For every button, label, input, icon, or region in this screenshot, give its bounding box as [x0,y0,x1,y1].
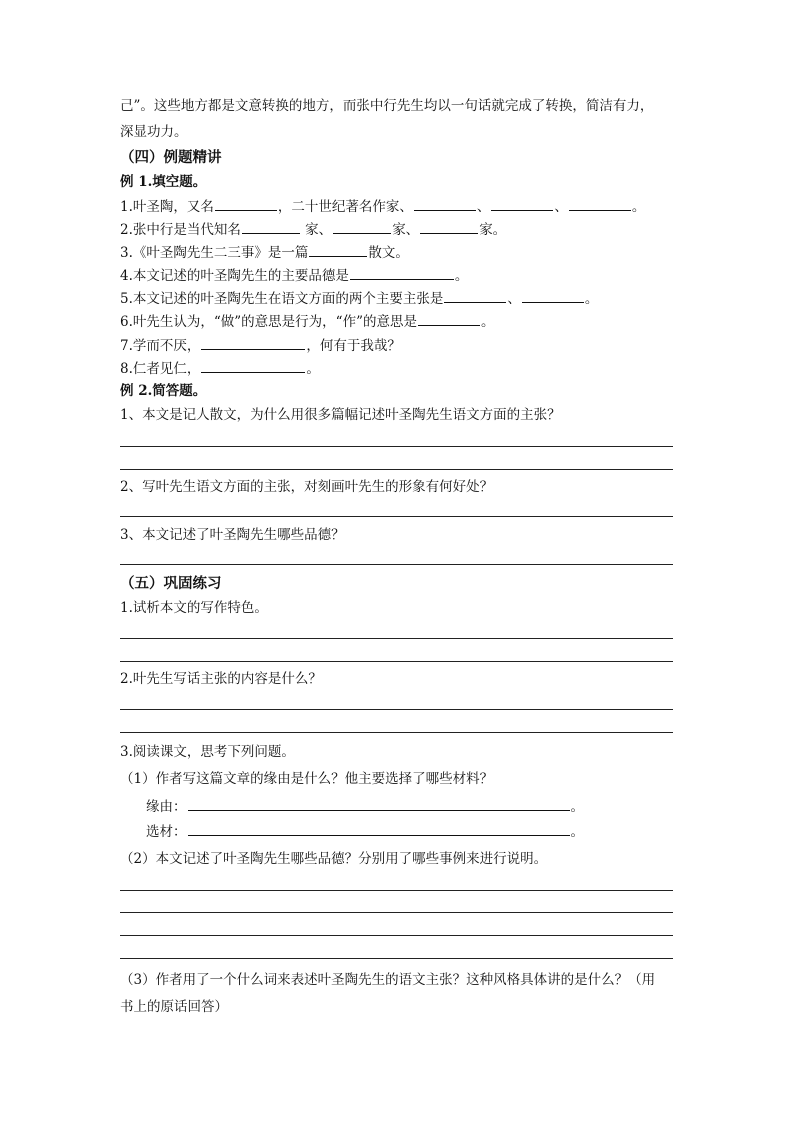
section-5-title: （五）巩固练习 [120,575,222,592]
example-2-title: 例 2.简答题。 [120,383,207,399]
short-question-3: 3、本文记述了叶圣陶先生哪些品德？ [120,527,345,543]
practice-question-3-1: （1）作者写这篇文章的缘由是什么？他主要选择了哪些材料？ [120,771,494,787]
blank-2c[interactable] [420,219,478,234]
fill-question-2: 2.张中行是当代知名 家、 家、 家。 [120,219,506,240]
intro-line-2: 深显功力。 [120,124,188,140]
blank-3[interactable] [309,242,367,257]
answer-line[interactable] [120,890,673,891]
blank-2a[interactable] [242,219,300,234]
practice-question-3-3-line-2: 书上的原话回答） [120,999,228,1015]
fill-question-3: 3.《叶圣陶先生二三事》是一篇 散文。 [120,242,409,263]
answer-line[interactable] [120,638,673,639]
material-answer-row: 选材： 。 [146,821,584,842]
practice-question-3-3-line-1: （3）作者用了一个什么词来表述叶圣陶先生的语文主张？这种风格具体讲的是什么？（用 [120,972,656,988]
answer-line[interactable] [120,469,673,470]
answer-line[interactable] [120,912,673,913]
fill-question-8: 8.仁者见仁， 。 [120,358,320,379]
blank-1a[interactable] [215,196,277,211]
answer-line[interactable] [120,446,673,447]
blank-7[interactable] [201,335,305,350]
answer-line[interactable] [120,709,673,710]
blank-5a[interactable] [444,288,506,303]
blank-1d[interactable] [569,196,631,211]
intro-line-1: 己”。这些地方都是文意转换的地方，而张中行先生均以一句话就完成了转换，简洁有力， [120,98,654,114]
reason-blank[interactable] [188,796,570,811]
blank-4[interactable] [350,265,454,280]
answer-line[interactable] [120,935,673,936]
blank-1b[interactable] [414,196,476,211]
section-4-title: （四）例题精讲 [120,149,222,166]
answer-line[interactable] [120,958,673,959]
fill-question-6: 6.叶先生认为，“做”的意思是行为，“作”的意思是 。 [120,311,495,332]
answer-line[interactable] [120,564,673,565]
blank-8[interactable] [201,358,305,373]
blank-1c[interactable] [491,196,553,211]
blank-6[interactable] [418,311,480,326]
practice-question-1: 1.试析本文的写作特色。 [120,600,268,616]
material-blank[interactable] [188,821,570,836]
answer-line[interactable] [120,732,673,733]
fill-question-1: 1.叶圣陶，又名 ，二十世纪著名作家、 、 、 。 [120,196,645,217]
blank-2b[interactable] [333,219,391,234]
reason-answer-row: 缘由： 。 [146,796,584,817]
short-question-2: 2、写叶先生语文方面的主张，对刻画叶先生的形象有何好处？ [120,479,494,495]
practice-question-3-2: （2）本文记述了叶圣陶先生哪些品德？分别用了哪些事例来进行说明。 [120,851,548,867]
fill-question-4: 4.本文记述的叶圣陶先生的主要品德是 。 [120,265,468,286]
example-1-title: 例 1.填空题。 [120,174,207,190]
practice-question-3: 3.阅读课文，思考下列问题。 [120,744,295,760]
blank-5b[interactable] [522,288,584,303]
answer-line[interactable] [120,661,673,662]
fill-question-5: 5.本文记述的叶圣陶先生在语文方面的两个主要主张是 、 。 [120,288,598,309]
practice-question-2: 2.叶先生写话主张的内容是什么？ [120,671,322,687]
fill-question-7: 7.学而不厌， ，何有于我哉？ [120,335,401,356]
short-question-1: 1、本文是记人散文，为什么用很多篇幅记述叶圣陶先生语文方面的主张？ [120,407,561,423]
answer-line[interactable] [120,516,673,517]
